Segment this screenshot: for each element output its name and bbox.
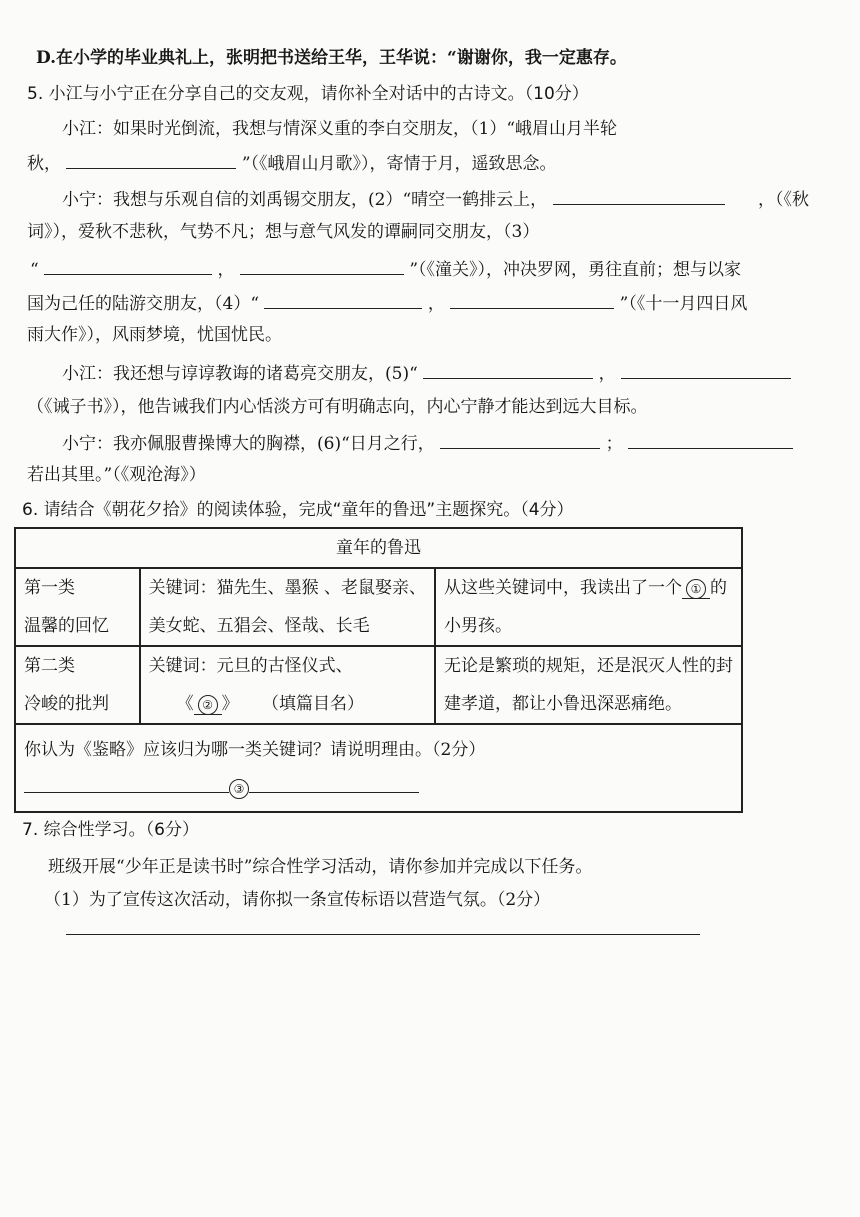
q6-answer-line[interactable] — [24, 769, 733, 807]
mark-3: ③ — [229, 779, 249, 799]
q7-title: 7. 综合性学习。（6分） — [22, 820, 199, 840]
q5-p2c — [30, 256, 741, 282]
r1-keywords — [140, 568, 435, 646]
r2-note: （填篇目名） — [262, 694, 364, 714]
r1-c2b: 美女蛇、五猖会、怪哉、长毛 — [148, 616, 370, 636]
r1-c3a-text: 从这些关键词中，我读出了一个 — [444, 578, 682, 598]
r2-open: 《 — [176, 694, 194, 714]
semicolon: ； — [605, 434, 623, 454]
q5-p2b: 词》），爱秋不悲秋，气势不凡；想与意气风发的谭嗣同交朋友，（3） — [27, 222, 540, 242]
r2-critique — [435, 646, 742, 724]
q5-p4b: 若出其里。”（《观沧海》） — [27, 465, 206, 485]
blank-5b[interactable] — [621, 360, 791, 379]
r1-c2a: 关键词：猫先生、墨猴 、老鼠娶亲、 — [148, 578, 426, 598]
q5-p2d-start: 国为己任的陆游交朋友，（4）“ — [27, 294, 260, 314]
q5-p2a — [62, 186, 809, 212]
r1-c3a — [444, 569, 733, 607]
open-quote: “ — [30, 260, 39, 280]
r2-c1b: 冷峻的批判 — [24, 694, 109, 714]
q6-title: 6. 请结合《朝花夕拾》的阅读体验，完成“童年的鲁迅”主题探究。（4分） — [22, 500, 574, 520]
q5-p3a — [62, 360, 791, 386]
comma: ， — [598, 364, 616, 384]
option-d-line: D.在小学的毕业典礼上，张明把书送给王华，王华说：“谢谢你，我一定惠存。 — [36, 48, 627, 68]
r2-c1a: 第二类 — [24, 656, 75, 676]
r1-reading — [435, 568, 742, 646]
r2-c2b — [149, 685, 426, 723]
q7-intro: 班级开展“少年正是读书时”综合性学习活动，请你参加并完成以下任务。 — [48, 857, 593, 877]
table-title: 童年的鲁迅 — [15, 528, 742, 568]
q6-question: 你认为《鉴略》应该归为哪一类关键词？请说明理由。（2分） — [24, 740, 486, 760]
comma: ， — [427, 294, 445, 314]
r1-c3a-end: 的 — [710, 578, 727, 598]
mark-2: ② — [198, 695, 218, 715]
r1-category — [15, 568, 140, 646]
q5-p2d-end: ”（《十一月四日风 — [619, 294, 748, 314]
q7-task1: （1）为了宣传这次活动，请你拟一条宣传标语以营造气氛。（2分） — [44, 890, 551, 910]
q5-title: 5. 小江与小宁正在分享自己的交友观，请你补全对话中的古诗文。（10分） — [27, 84, 589, 104]
q5-p2a-end: ，（《秋 — [757, 190, 809, 210]
answer-blank-right[interactable] — [249, 774, 419, 793]
luxun-table — [14, 527, 743, 813]
comma: ， — [217, 260, 235, 280]
blank-circle-1[interactable] — [682, 578, 710, 599]
r2-c3b: 建孝道，都让小鲁迅深恶痛绝。 — [444, 694, 682, 714]
blank-2[interactable] — [553, 186, 725, 205]
q5-p1a: 小江：如果时光倒流，我想与情深义重的李白交朋友，（1）“峨眉山月半轮 — [62, 119, 618, 139]
blank-1[interactable] — [66, 150, 236, 169]
blank-4a[interactable] — [264, 290, 422, 309]
q5-p3a-text: 小江：我还想与谆谆教诲的诸葛亮交朋友，(5)“ — [62, 364, 418, 384]
q6-question-cell — [15, 724, 742, 812]
q5-p2d — [27, 290, 747, 316]
q5-p2c-end: ”（《潼关》），冲决罗网，勇往直前；想与以家 — [409, 260, 742, 280]
r2-c2a: 关键词：元旦的古怪仪式、 — [148, 656, 353, 676]
r2-close: 》 — [221, 694, 239, 714]
blank-3b[interactable] — [240, 256, 404, 275]
blank-3a[interactable] — [44, 256, 212, 275]
r2-category — [15, 646, 140, 724]
r2-keywords — [140, 646, 435, 724]
r1-c3b: 小男孩。 — [444, 616, 512, 636]
r1-c1b: 温馨的回忆 — [24, 616, 109, 636]
q5-p4a — [62, 430, 793, 456]
q5-p1b-start: 秋， — [27, 154, 61, 174]
r2-c3a: 无论是繁琐的规矩，还是泯灭人性的封 — [444, 656, 733, 676]
mark-1: ① — [686, 579, 706, 599]
blank-4b[interactable] — [450, 290, 614, 309]
r1-c1a: 第一类 — [24, 578, 75, 598]
q5-p2e: 雨大作》），风雨梦境，忧国忧民。 — [27, 325, 282, 345]
blank-6b[interactable] — [628, 430, 793, 449]
q5-p1b-end: ”（《峨眉山月歌》），寄情于月，遥致思念。 — [241, 154, 557, 174]
blank-6a[interactable] — [440, 430, 600, 449]
q5-p3b: （《诫子书》），他告诫我们内心恬淡方可有明确志向，内心宁静才能达到远大目标。 — [27, 397, 648, 417]
q5-p1b — [27, 150, 557, 176]
q5-p2a-text: 小宁：我想与乐观自信的刘禹锡交朋友，(2）“晴空一鹤排云上， — [62, 190, 548, 210]
blank-circle-2[interactable] — [194, 694, 222, 715]
answer-blank-left[interactable] — [24, 774, 229, 793]
blank-5a[interactable] — [423, 360, 593, 379]
q7-answer-line[interactable] — [66, 934, 700, 935]
q5-p4a-text: 小宁：我亦佩服曹操博大的胸襟，(6)“日月之行， — [62, 434, 435, 454]
